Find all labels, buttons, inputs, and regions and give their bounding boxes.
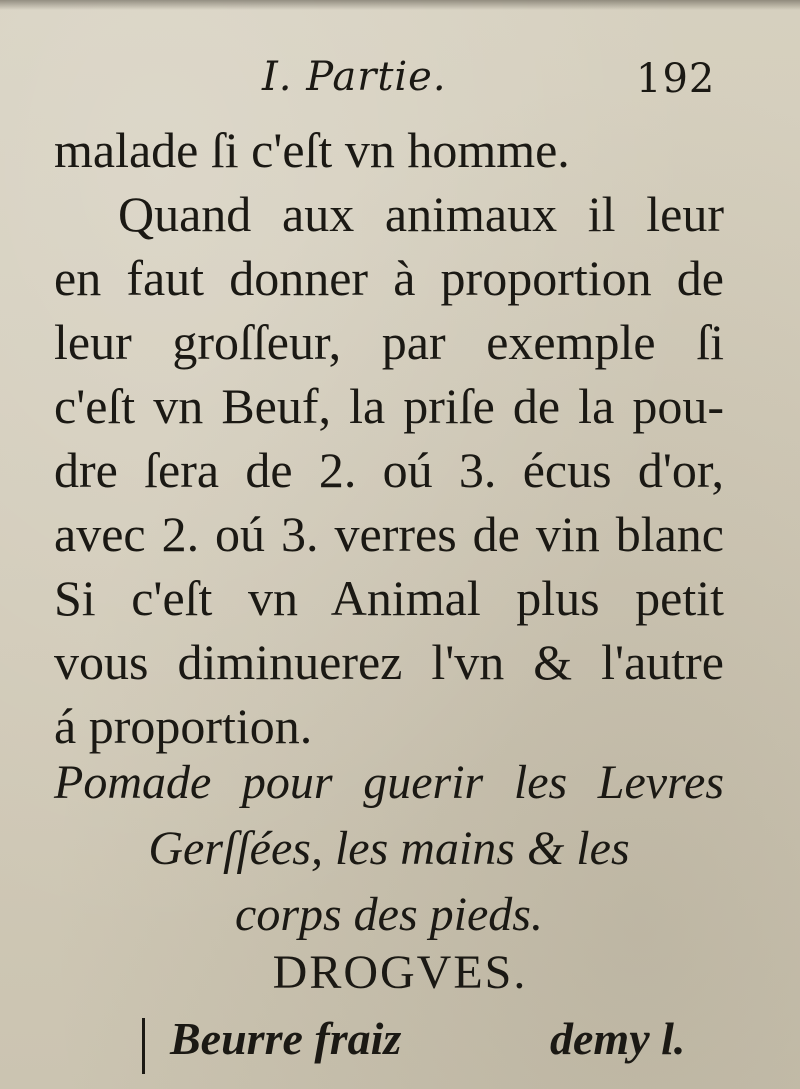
page-header bbox=[0, 50, 800, 110]
body-line: Quand aux animaux il leur bbox=[118, 186, 724, 242]
body-line: c'eſt vn Beuf, la priſe de la pou- bbox=[54, 378, 724, 434]
ingredient-name: Beurre fraiz bbox=[170, 1013, 402, 1064]
section-heading: DROGVES. bbox=[272, 946, 528, 999]
body-line: á proportion. bbox=[54, 698, 313, 754]
body-line: Si c'eſt vn Animal plus petit bbox=[54, 570, 724, 626]
recipe-title-line: Gerſſées, les mains & les bbox=[148, 822, 630, 875]
page-number: 192 bbox=[636, 56, 716, 102]
body-line: dre ſera de 2. oú 3. écus d'or, bbox=[54, 442, 724, 498]
bracket-mark bbox=[142, 1018, 145, 1074]
body-line: leur groſſeur, par exemple ſi bbox=[54, 314, 724, 370]
running-head: I. Partie. bbox=[262, 54, 447, 100]
recipe-title-line: Pomade pour guerir les Levres bbox=[54, 756, 724, 809]
ingredient-row bbox=[142, 1012, 722, 1072]
page-edge-shadow bbox=[0, 0, 800, 10]
body-line: vous diminuerez l'vn & l'autre bbox=[54, 634, 724, 690]
body-line: malade ſi c'eſt vn homme. bbox=[54, 122, 570, 178]
body-text bbox=[54, 118, 724, 758]
recipe-title-line: corps des pieds. bbox=[235, 888, 543, 941]
ingredient-quantity: demy l. bbox=[550, 1013, 686, 1064]
recipe-title bbox=[54, 750, 724, 948]
body-line: avec 2. oú 3. verres de vin blanc bbox=[54, 506, 724, 562]
body-line: en faut donner à proportion de bbox=[54, 250, 724, 306]
